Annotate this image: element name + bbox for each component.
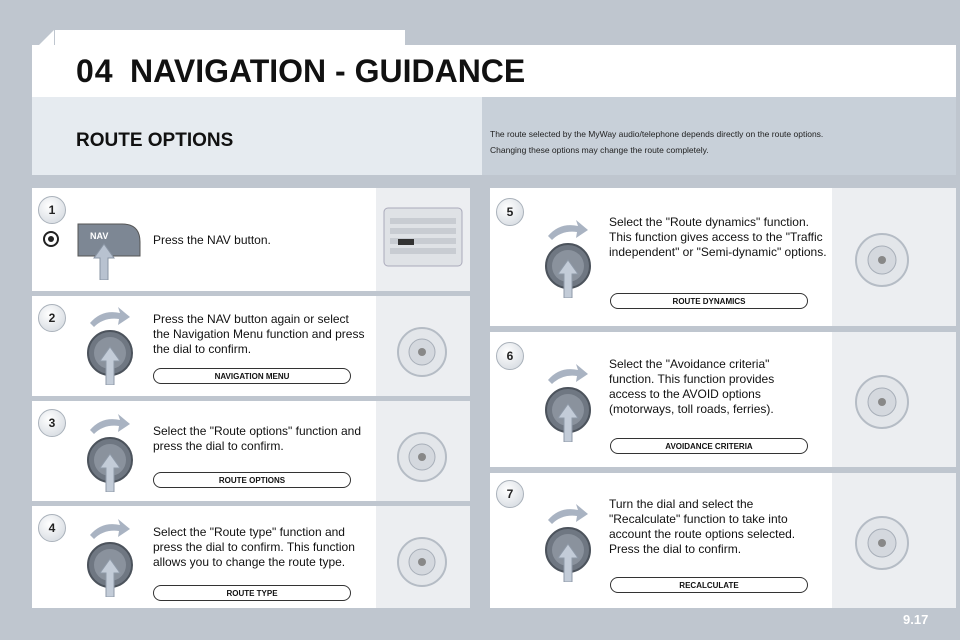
step-4-image [376,506,470,608]
step-7-number: 7 [496,480,524,508]
step-5-number: 5 [496,198,524,226]
menu-recalculate[interactable]: RECALCULATE [610,577,808,593]
step-1-number: 1 [38,196,66,224]
section-title: ROUTE OPTIONS [76,130,234,151]
dial-icon [832,188,956,326]
dial-icon [540,362,596,447]
step-6-image [832,332,956,467]
dial-icon [540,502,596,587]
dial-icon [376,506,470,608]
page-number: 9.17 [903,612,929,627]
step-6-text: Select the "Avoidance criteria" function. This function provides access to the AVOID options (motorways, toll roads, ferries). [609,357,775,416]
step-3-image [376,401,470,501]
dial-icon [832,473,956,608]
intro-line-1: The route selected by the MyWay audio/telephone depends directly on the route options. [490,129,824,139]
dial-icon [82,517,138,602]
dial-icon [832,332,956,467]
step-1-text: Press the NAV button. [153,233,271,247]
step-1-image [376,188,470,291]
step-5-image [832,188,956,326]
gear-icon [42,230,60,253]
menu-route-options[interactable]: ROUTE OPTIONS [153,472,351,488]
step-2-text: Press the NAV button again or select the Navigation Menu function and press the dial to confirm. [153,312,365,356]
dial-icon [82,412,138,497]
radio-panel-icon [376,188,470,291]
step-6-number: 6 [496,342,524,370]
step-3-number: 3 [38,409,66,437]
step-7-text: Turn the dial and select the "Recalculate" function to take into account the route options selected. Press the dial to confirm. [609,497,796,556]
header-tab [55,30,405,46]
step-2-number: 2 [38,304,66,332]
chapter-number: 04 [76,53,114,89]
menu-navigation-menu[interactable]: NAVIGATION MENU [153,368,351,384]
dial-icon [82,305,138,390]
dial-icon [540,218,596,303]
step-5-text: Select the "Route dynamics" function. This function gives access to the "Traffic independent" or "Semi-dynamic" options. [609,215,827,259]
menu-avoidance-criteria[interactable]: AVOIDANCE CRITERIA [610,438,808,454]
menu-route-dynamics[interactable]: ROUTE DYNAMICS [610,293,808,309]
intro-text [490,126,930,158]
step-4-number: 4 [38,514,66,542]
step-7-image [832,473,956,608]
dial-icon [376,401,470,501]
step-4-text: Select the "Route type" function and press the dial to confirm. This function allows you to change the route type. [153,525,355,569]
nav-button[interactable] [74,218,144,258]
intro-line-2: Changing these options may change the route completely. [490,145,709,155]
step-2-image [376,296,470,396]
menu-route-type[interactable]: ROUTE TYPE [153,585,351,601]
nav-button-label: NAV [90,231,109,241]
dial-icon [376,296,470,396]
step-3-text: Select the "Route options" function and press the dial to confirm. [153,424,361,453]
page-title: NAVIGATION - GUIDANCE [130,53,526,89]
